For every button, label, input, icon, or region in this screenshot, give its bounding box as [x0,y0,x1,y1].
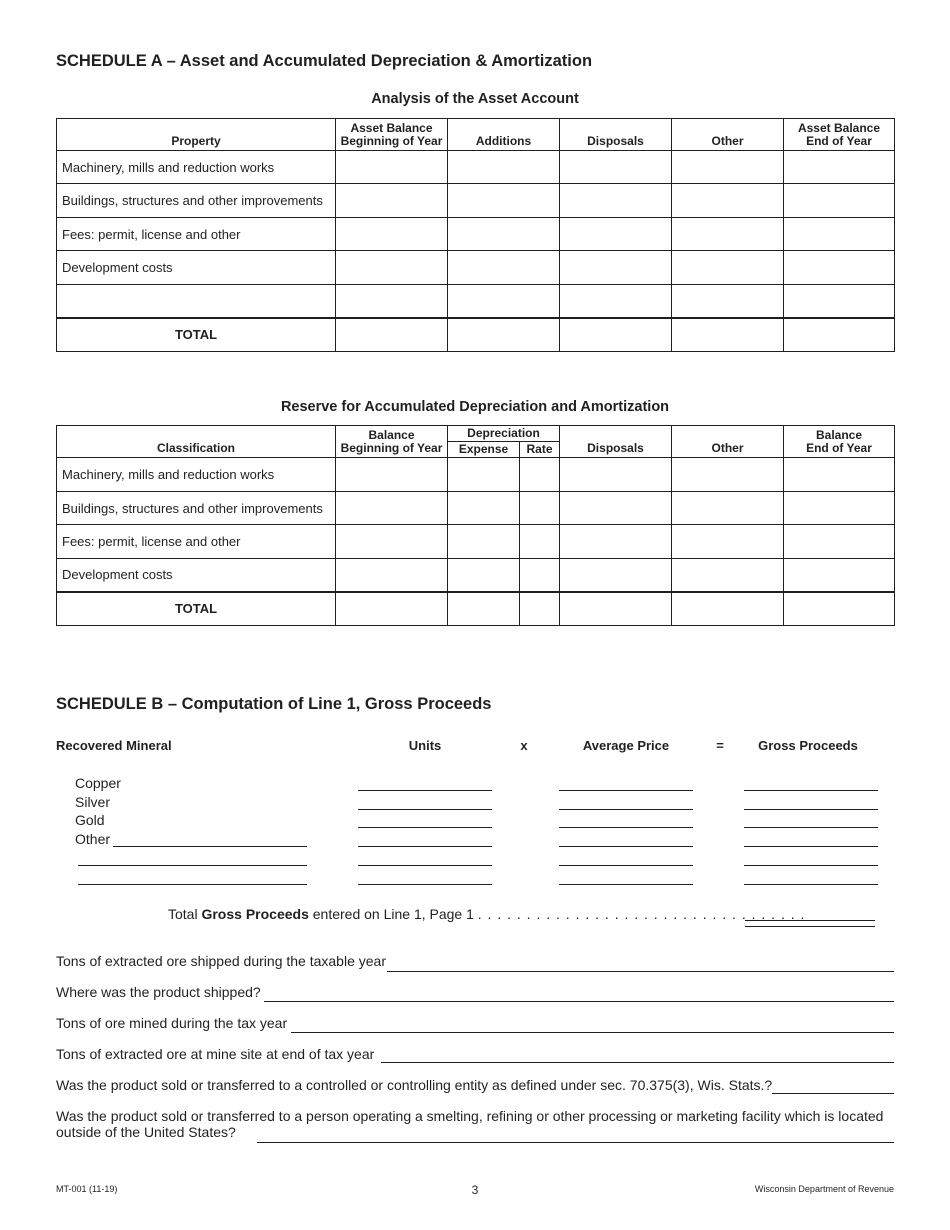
total-additions-cell[interactable] [448,318,560,352]
balance-end-cell[interactable] [784,525,895,559]
header-balance-begin: Balance Beginning of Year [336,426,448,458]
balance-end-cell[interactable] [784,492,895,525]
header-classification: Classification [57,426,336,458]
agency-name: Wisconsin Department of Revenue [754,1184,894,1194]
header-asset-end: Asset Balance End of Year [784,119,895,151]
table-row [57,285,895,318]
expense-cell[interactable] [448,559,520,592]
balance-begin-cell[interactable] [336,559,448,592]
other-cell[interactable] [672,458,784,492]
page-number: 3 [471,1183,479,1197]
header-disposals: Disposals [560,426,672,458]
average-price-line[interactable] [559,884,693,885]
balance-end-cell[interactable] [784,458,895,492]
table-row [57,184,895,218]
reserve-header-row-1 [57,426,895,442]
reserve-table [56,425,895,626]
tons-shipped-line[interactable] [387,971,894,972]
row-label: Machinery, mills and reduction works [57,458,336,492]
header-depreciation: Depreciation [448,426,560,442]
disposals-cell[interactable] [560,458,672,492]
header-disposals: Disposals [560,119,672,151]
schedule-b-title: SCHEDULE B – Computation of Line 1, Gross Proceeds [56,695,492,713]
total-expense-cell[interactable] [448,592,520,626]
table-row [57,525,895,559]
foreign-facility-line[interactable] [257,1142,894,1143]
other-cell[interactable] [672,525,784,559]
table-row [57,458,895,492]
rate-cell[interactable] [520,458,560,492]
expense-cell[interactable] [448,525,520,559]
header-expense: Expense [448,442,520,458]
question-controlled-entity: Was the product sold or transferred to a controlled or controlling entity as defined under sec. 70.375(3), Wis. Stats.? [56,1077,773,1093]
asset-table [56,118,895,352]
additions-cell[interactable] [448,251,560,285]
header-gross-proceeds: Gross Proceeds [758,738,858,753]
row-label: Fees: permit, license and other [57,525,336,559]
table-row [57,251,895,285]
total-label: TOTAL [57,318,336,352]
gross-proceeds-line[interactable] [744,827,878,828]
extra-mineral-name-line[interactable] [78,865,307,866]
total-disposals-cell[interactable] [560,318,672,352]
balance-end-cell[interactable] [784,559,895,592]
units-line[interactable] [358,884,492,885]
units-line[interactable] [358,827,492,828]
header-property: Property [57,119,336,151]
times-sign: x [520,738,528,753]
total-row [57,592,895,626]
header-average-price: Average Price [582,738,670,753]
units-line[interactable] [358,809,492,810]
units-line[interactable] [358,790,492,791]
row-label: Buildings, structures and other improvements [57,492,336,525]
header-asset-begin: Asset Balance Beginning of Year [336,119,448,151]
mineral-silver: Silver [75,794,111,810]
mineral-gold: Gold [75,812,105,828]
table-row [57,559,895,592]
table-row [57,218,895,251]
rate-cell[interactable] [520,525,560,559]
additions-cell[interactable] [448,285,560,318]
additions-cell[interactable] [448,218,560,251]
disposals-cell[interactable] [560,184,672,218]
other-cell[interactable] [672,184,784,218]
tons-at-site-line[interactable] [381,1062,894,1063]
balance-begin-cell[interactable] [336,492,448,525]
expense-cell[interactable] [448,492,520,525]
disposals-cell[interactable] [560,492,672,525]
question-tons-mined: Tons of ore mined during the tax year [56,1015,288,1031]
total-begin-cell[interactable] [336,592,448,626]
table-row [57,151,895,184]
total-end-cell[interactable] [784,592,895,626]
row-label: Development costs [57,251,336,285]
schedule-a-title: SCHEDULE A – Asset and Accumulated Depreciation & Amortization [56,52,593,70]
asset-begin-cell[interactable] [336,251,448,285]
question-tons-shipped: Tons of extracted ore shipped during the taxable year [56,953,386,969]
question-where-shipped: Where was the product shipped? [56,984,261,1000]
asset-begin-cell[interactable] [336,285,448,318]
additions-cell[interactable] [448,184,560,218]
average-price-line[interactable] [559,809,693,810]
average-price-line[interactable] [559,865,693,866]
average-price-line[interactable] [559,846,693,847]
other-mineral-name-line[interactable] [113,846,307,847]
average-price-line[interactable] [559,827,693,828]
header-recovered-mineral: Recovered Mineral [56,738,172,753]
total-row [57,318,895,352]
other-cell[interactable] [672,492,784,525]
units-line[interactable] [358,846,492,847]
balance-begin-cell[interactable] [336,525,448,559]
asset-table-caption: Analysis of the Asset Account [371,91,579,107]
expense-cell[interactable] [448,458,520,492]
total-gross-proceeds-field[interactable] [745,920,875,927]
header-balance-end: Balance End of Year [784,426,895,458]
other-cell[interactable] [672,251,784,285]
total-other-cell[interactable] [672,318,784,352]
question-foreign-facility-line1: Was the product sold or transferred to a person operating a smelting, refining or other processing or marketing facility which is located [56,1108,884,1124]
mineral-other: Other [75,831,111,847]
extra-mineral-name-line[interactable] [78,884,307,885]
other-cell[interactable] [672,151,784,184]
total-disposals-cell[interactable] [560,592,672,626]
row-label: Machinery, mills and reduction works [57,151,336,184]
other-cell[interactable] [672,218,784,251]
gross-proceeds-line[interactable] [744,790,878,791]
rate-cell[interactable] [520,559,560,592]
other-cell[interactable] [672,559,784,592]
header-rate: Rate [520,442,560,458]
asset-end-cell[interactable] [784,151,895,184]
row-label: Development costs [57,559,336,592]
gross-proceeds-line[interactable] [744,846,878,847]
asset-end-cell[interactable] [784,184,895,218]
row-label-blank[interactable] [57,285,336,318]
tons-mined-line[interactable] [291,1032,894,1033]
equals-sign: = [716,738,724,753]
asset-table-header-row [57,119,895,151]
disposals-cell[interactable] [560,285,672,318]
disposals-cell[interactable] [560,525,672,559]
asset-end-cell[interactable] [784,285,895,318]
header-units: Units [408,738,442,753]
header-additions: Additions [448,119,560,151]
row-label: Buildings, structures and other improvements [57,184,336,218]
total-other-cell[interactable] [672,592,784,626]
total-label: TOTAL [57,592,336,626]
leader-dots: . . . . . . . . . . . . . . . . . . . . . . . . . . . . . . . . . . [477,906,806,922]
disposals-cell[interactable] [560,251,672,285]
question-tons-at-site: Tons of extracted ore at mine site at end of tax year [56,1046,375,1062]
units-line[interactable] [358,865,492,866]
where-shipped-line[interactable] [264,1001,894,1002]
asset-begin-cell[interactable] [336,151,448,184]
total-rate-cell[interactable] [520,592,560,626]
asset-begin-cell[interactable] [336,218,448,251]
controlled-entity-line[interactable] [772,1093,894,1094]
total-begin-cell[interactable] [336,318,448,352]
question-foreign-facility-line2: outside of the United States? [56,1124,236,1140]
header-other: Other [672,119,784,151]
other-cell[interactable] [672,285,784,318]
asset-end-cell[interactable] [784,218,895,251]
disposals-cell[interactable] [560,559,672,592]
additions-cell[interactable] [448,151,560,184]
asset-end-cell[interactable] [784,251,895,285]
gross-proceeds-line[interactable] [744,865,878,866]
average-price-line[interactable] [559,790,693,791]
gross-proceeds-line[interactable] [744,809,878,810]
row-label: Fees: permit, license and other [57,218,336,251]
gross-proceeds-line[interactable] [744,884,878,885]
disposals-cell[interactable] [560,218,672,251]
reserve-table-caption: Reserve for Accumulated Depreciation and Amortization [280,399,670,415]
total-gross-proceeds-label: Total Gross Proceeds entered on Line 1, Page 1 . . . . . . . . . . . . . . . . . . . . . . . . . . . . . . . . . . [168,906,806,922]
header-other: Other [672,426,784,458]
total-end-cell[interactable] [784,318,895,352]
rate-cell[interactable] [520,492,560,525]
mineral-copper: Copper [75,775,121,791]
asset-begin-cell[interactable] [336,184,448,218]
form-id: MT-001 (11-19) [56,1184,118,1194]
table-row [57,492,895,525]
disposals-cell[interactable] [560,151,672,184]
balance-begin-cell[interactable] [336,458,448,492]
